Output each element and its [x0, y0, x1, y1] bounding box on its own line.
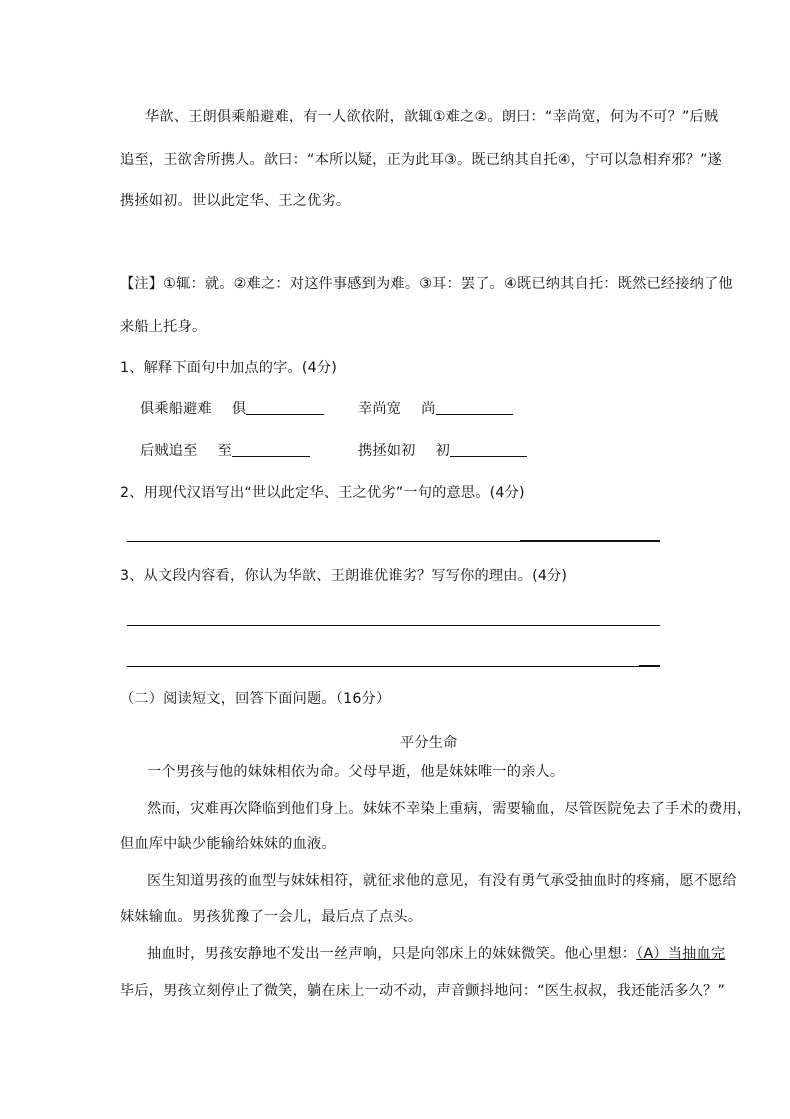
q1-phrase-3: 后贼追至 [140, 443, 198, 459]
story-paragraph-3-line-2: 妹妹输血。男孩犹豫了一会儿，最后点了点头。 [120, 909, 423, 925]
story-paragraph-2-line-1: 然而，灾难再次降临到他们身上。妹妹不幸染上重病，需要输血，尽管医院免去了手术的费用， [147, 801, 752, 817]
q1-item-2 [358, 400, 513, 418]
q1-phrase-1: 俱乘船避难 [140, 401, 212, 417]
note-line-1: 【注】①辄：就。②难之：对这件事感到为难。③耳：罢了。④既已纳其自托：既然已经接纳了他 [120, 276, 733, 292]
q1-answer-blank-1[interactable] [246, 400, 324, 415]
question-3-title: 3、从文段内容看，你认为华歆、王朗谁优谁劣？写写你的理由。(4分) [120, 568, 568, 584]
passage-line-2: 追至，王欲舍所携人。歆曰：“本所以疑，正为此耳③。既已纳其自托④，宁可以急相弃邪？”遂 [120, 152, 723, 168]
q1-char-4: 初 [435, 443, 450, 459]
q1-answer-blank-2[interactable] [436, 400, 513, 415]
story-paragraph-4-line-2: 毕后，男孩立刻停止了微笑，躺在床上一动不动，声音颤抖地问：“医生叔叔，我还能活多久？” [120, 983, 725, 999]
q1-answer-blank-4[interactable] [450, 442, 527, 457]
passage-line-1: 华歆、王朗俱乘船避难，有一人欲依附，歆辄①难之②。朗曰：“幸尚宽，何为不可？”后贼 [145, 109, 719, 125]
q1-phrase-4: 携拯如初 [358, 443, 416, 459]
story-paragraph-3-line-1: 医生知道男孩的血型与妹妹相符，就征求他的意见，有没有勇气承受抽血时的疼痛，愿不愿给 [147, 873, 737, 889]
question-2-title: 2、用现代汉语写出“世以此定华、王之优劣”一句的意思。(4分) [120, 485, 525, 501]
q2-answer-line-a[interactable] [127, 541, 520, 542]
story-paragraph-4-line-1 [147, 945, 725, 963]
story-title: 平分生命 [400, 735, 458, 751]
question-1-title: 1、解释下面句中加点的字。(4分) [120, 360, 337, 376]
q3-answer-line-2a[interactable] [127, 666, 639, 667]
q3-answer-line-2b[interactable] [639, 665, 660, 667]
story-paragraph-2-line-2: 但血库中缺少能输给妹妹的血液。 [120, 836, 336, 852]
q1-char-1: 俱 [231, 401, 247, 417]
q1-char-2: 尚 [421, 401, 436, 417]
q1-item-1 [140, 400, 324, 418]
p4-text-b: 当抽血完 [667, 946, 726, 962]
story-paragraph-1: 一个男孩与他的妹妹相依为命。父母早逝，他是妹妹唯一的亲人。 [147, 764, 565, 780]
q1-char-3: 至 [217, 443, 232, 459]
q1-item-4 [358, 442, 527, 460]
p4-mark-a: （A） [636, 946, 668, 962]
passage-line-3: 携拯如初。世以此定华、王之优劣。 [120, 193, 351, 209]
q1-phrase-2: 幸尚宽 [358, 401, 402, 417]
section-2-heading: （二）阅读短文，回答下面问题。（16分） [120, 691, 391, 707]
q3-answer-line-1[interactable] [127, 625, 660, 626]
q1-answer-blank-3[interactable] [232, 442, 310, 457]
q1-item-3 [140, 442, 310, 460]
q2-answer-line-b[interactable] [520, 540, 660, 542]
p4-text-a: 抽血时，男孩安静地不发出一丝声响，只是向邻床上的妹妹微笑。他心里想： [147, 946, 637, 962]
note-line-2: 来船上托身。 [120, 319, 207, 335]
